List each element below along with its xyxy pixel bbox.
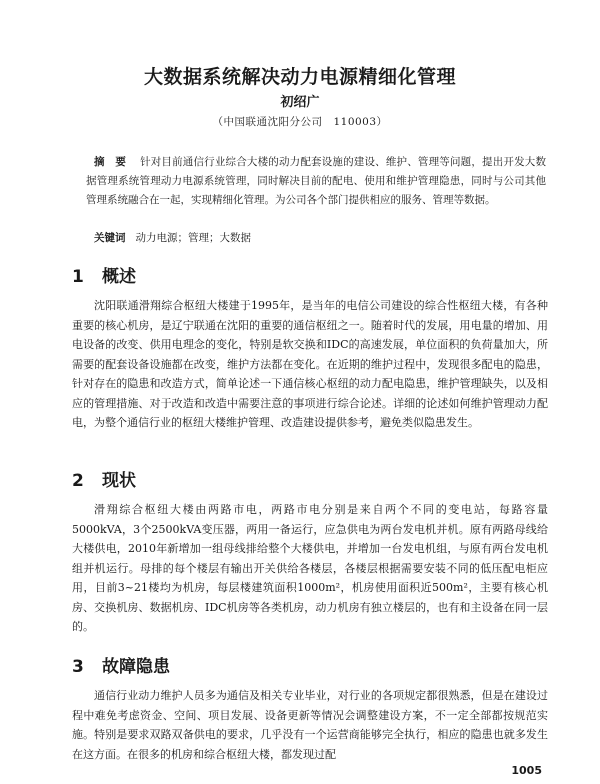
section-paragraph-2: 滑翔综合枢纽大楼由两路市电，两路市电分别是来自两个不同的变电站，每路容量5000kVA，3个2500kVA变压器，两用一备运行，应急供电为两台发电机并机。原有两路母线给大楼供电，2010年新增加一组母线排给整个大楼供电，并增加一台发电机组，与原有两台发电机组并机运行。母排的每个楼层有输出开关供给各楼层，各楼层根据需要安装不同的低压配电柜应用，目前3~21楼均为机房，每层楼建筑面积1000m²，机房使用面积近500m²，主要有核心机房、交换机房、数据机房、IDC机房等各类机房，动力机房有独立楼层的，也有和主设备在同一层的。: [72, 503, 548, 633]
abstract-text: 针对目前通信行业综合大楼的动力配套设施的建设、维护、管理等问题，提出开发大数据管理系统管理动力电源系统管理，同时解决目前的配电、使用和维护管理隐患，同时与公司其他管理系统融合在一起，实现精细化管理。为公司各个部门提供相应的服务、管理等数据。: [86, 156, 546, 206]
abstract: [86, 153, 546, 210]
section-title: 故障隐患: [102, 657, 170, 677]
keywords-label: 关键词: [94, 232, 126, 244]
section-heading-2: [72, 466, 136, 491]
paper-title: 大数据系统解决动力电源精细化管理: [143, 66, 456, 88]
section-paragraph-1: 沈阳联通滑翔综合枢纽大楼建于1995年，是当年的电信公司建设的综合性枢纽大楼，有各种重要的核心机房，是辽宁联通在沈阳的重要的通信枢纽之一。随着时代的发展，用电量的增加、用电设备的改变、供用电理念的变化，特别是软交换和IDC的高速发展，单位面积的负荷量加大，所需要的配套设备设施都在改变，维护方法都在变化。在近期的维护过程中，发现很多配电的隐患，针对存在的隐患和改造方式，简单论述一下通信核心枢纽的动力配电隐患，维护管理缺失，以及相应的管理措施、对于改造和改造中需要注意的事项进行综合论述。详细的论述如何维护管理动力配电，为整个通信行业的枢纽大楼维护管理、改造建设提供参考，避免类似隐患发生。: [72, 299, 548, 429]
section-number: 3: [72, 657, 84, 677]
section-title: 现状: [102, 471, 136, 491]
abstract-label: 摘 要: [94, 156, 127, 168]
keywords-text: 动力电源；管理；大数据: [135, 232, 251, 244]
section-heading-1: [72, 262, 136, 287]
section-title: 概述: [102, 267, 136, 287]
affiliation: （中国联通沈阳分公司 110003）: [212, 116, 388, 128]
section-number: 1: [72, 267, 84, 287]
section-paragraph-3: 通信行业动力维护人员多为通信及相关专业毕业，对行业的各项规定都很熟悉，但是在建设过程中难免考虑资金、空间、项目发展、设备更新等情况会调整建设方案，不一定全部都按规范实施。特别是要求双路双备供电的要求，几乎没有一个运营商能够完全执行，相应的隐患也就多发生在这方面。在很多的机房和综合枢纽大楼，都发现过配: [72, 689, 548, 761]
author-name: 初绍广: [280, 95, 320, 110]
page-number: 1005: [511, 764, 542, 777]
keywords: [94, 229, 544, 248]
section-number: 2: [72, 471, 84, 491]
section-heading-3: [72, 652, 170, 677]
